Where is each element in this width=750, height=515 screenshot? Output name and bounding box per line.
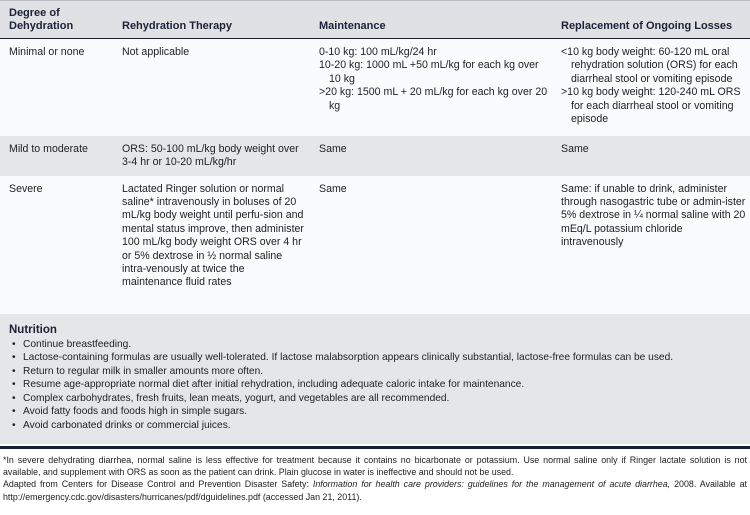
cell-rehydration: Not applicable (122, 46, 190, 58)
header-maintenance: Maintenance (310, 1, 552, 39)
bullet-icon: • (12, 420, 16, 432)
replacement-line: <10 kg body weight: 60-120 mL oral rehydration solution (ORS) for each diarrheal stool or vomiting episode (561, 46, 738, 85)
cell-maintenance: Same (319, 142, 347, 155)
table-row (0, 39, 750, 136)
asterisk-footnote: *In severe dehydrating diarrhea, normal saline is less effective for treatment because it contains no bicarbonate or potassium. Use normal saline only if Ringer lactate solution is not available, and supplement with ORS as soon as the patient can drink. Plain glucose in water is ineffective and should not be used. (3, 454, 747, 477)
bullet-icon: • (12, 352, 16, 364)
nutrition-item-text: Continue breastfeeding. (23, 338, 132, 350)
source-title: Information for health care providers: guidelines for the management of acute diarrhea, (312, 479, 671, 490)
header-rehydration: Rehydration Therapy (113, 1, 310, 39)
cell-degree: Minimal or none (9, 46, 85, 58)
nutrition-item (9, 365, 741, 379)
cell-maintenance (310, 39, 552, 136)
nutrition-list (9, 338, 741, 433)
cell-rehydration: ORS: 50-100 mL/kg body weight over 3-4 hr or 10-20 mL/kg/hr (122, 142, 299, 168)
cell-replacement: Same: if unable to drink, administer through nasogastric tube or admin-ister 5% dextrose in ¼ normal saline with 20 mEq/L potassium chloride intravenously (561, 182, 746, 249)
bullet-icon: • (12, 392, 16, 404)
nutrition-item-text: Lactose-containing formulas are usually well-tolerated. If lactose malabsorption appears clinically substantial, lactose-free formulas can be used. (23, 352, 674, 364)
source-suffix: 2008. Available at http://emergency.cdc.gov/disasters/hurricanes/pdf/dguidelines.pdf (accessed Jan 21, 2011). (3, 479, 747, 502)
bullet-icon: • (12, 379, 16, 391)
cell-degree: Mild to moderate (9, 142, 88, 155)
nutrition-item-text: Resume age-appropriate normal diet after initial rehydration, including adequate caloric intake for maintenance. (23, 379, 525, 391)
maintenance-line: 10-20 kg: 1000 mL +50 mL/kg for each kg over 10 kg (319, 59, 539, 85)
nutrition-item-text: Avoid fatty foods and foods high in simple sugars. (23, 406, 248, 418)
nutrition-section (0, 314, 750, 444)
nutrition-item (9, 378, 741, 392)
replacement-line: >10 kg body weight: 120-240 mL ORS for each diarrheal stool or vomiting episode (561, 86, 741, 126)
header-degree: Degree of Dehydration (0, 1, 113, 39)
table-row (0, 136, 750, 176)
nutrition-title: Nutrition (9, 323, 57, 336)
table-header-row (0, 1, 750, 39)
cell-replacement: Same (561, 142, 589, 155)
nutrition-item (9, 419, 741, 433)
header-replacement: Replacement of Ongoing Losses (552, 1, 750, 39)
footnotes (0, 449, 750, 504)
table-row (0, 176, 750, 314)
source-citation (3, 478, 747, 503)
cell-degree: Severe (9, 182, 43, 195)
cell-maintenance: Same (319, 182, 347, 195)
nutrition-item-text: Return to regular milk in smaller amounts more often. (23, 365, 264, 377)
maintenance-line: >20 kg: 1500 mL + 20 mL/kg for each kg over 20 kg (319, 86, 548, 112)
bullet-icon: • (12, 365, 16, 377)
bullet-icon: • (12, 338, 16, 350)
nutrition-item-text: Complex carbohydrates, fresh fruits, lean meats, yogurt, and vegetables are all recommended. (23, 392, 450, 404)
nutrition-item (9, 351, 741, 365)
nutrition-item (9, 392, 741, 406)
nutrition-item-text: Avoid carbonated drinks or commercial juices. (23, 420, 231, 432)
maintenance-line: 0-10 kg: 100 mL/kg/24 hr (319, 46, 437, 58)
nutrition-item (9, 338, 741, 352)
bullet-icon: • (12, 406, 16, 418)
nutrition-item (9, 405, 741, 419)
cell-replacement (552, 39, 750, 136)
cell-rehydration: Lactated Ringer solution or normal saline* intravenously in boluses of 20 mL/kg body weight until perfu-sion and mental status improve, then administer 100 mL/kg body weight ORS over 4 hr or 5% dextrose in ½ normal saline intra-venously at twice the maintenance fluid rates (122, 182, 304, 289)
source-prefix: Adapted from Centers for Disease Control and Prevention Disaster Safety: (3, 479, 313, 490)
